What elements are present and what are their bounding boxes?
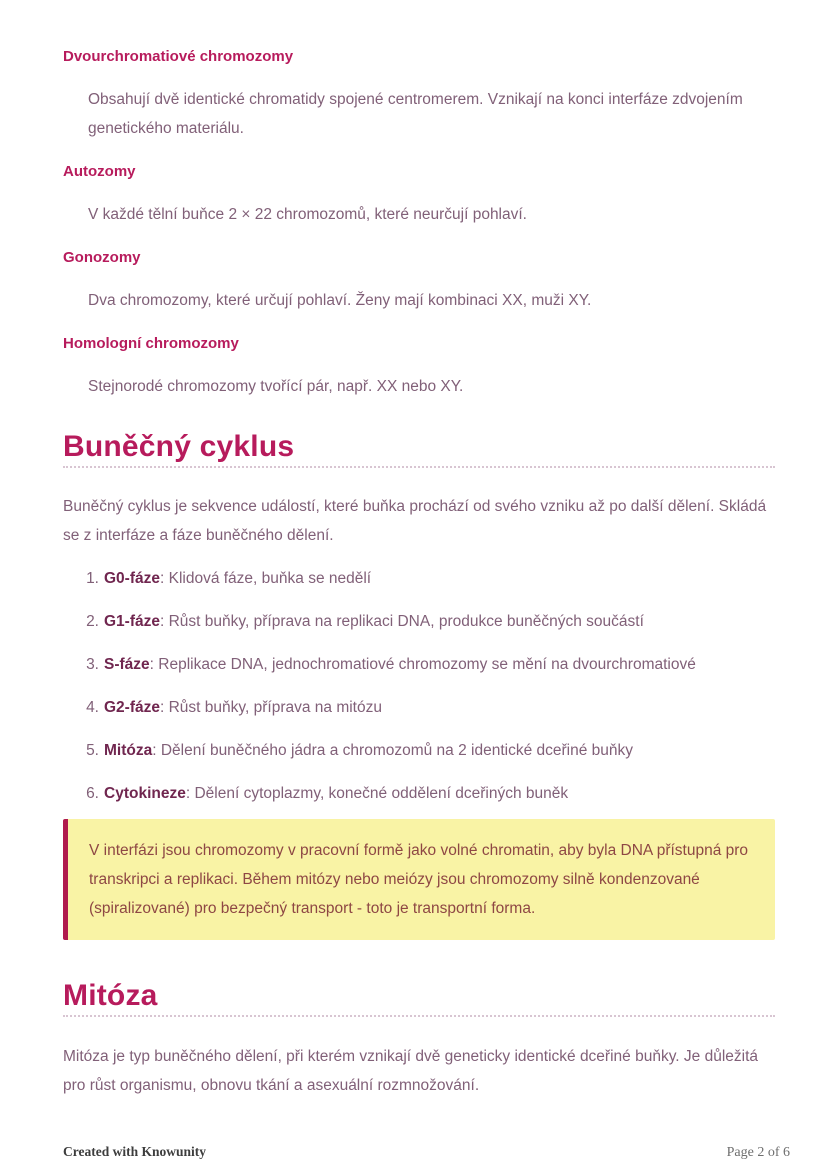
glossary-title-dvourchromatiove: Dvourchromatiové chromozomy — [63, 48, 294, 65]
phase-desc: : Dělení cytoplazmy, konečné oddělení dceřiných buněk — [185, 785, 569, 802]
glossary-text-dvourchromatiove: Obsahují dvě identické chromatidy spojené centromerem. Vznikají na konci interfáze zdvojením genetického materiálu. — [88, 91, 743, 137]
list-item — [85, 650, 775, 679]
phase-desc: : Dělení buněčného jádra a chromozomů na 2 identické dceřiné buňky — [152, 742, 634, 759]
glossary-text-autozomy: V každé tělní buňce 2 × 22 chromozomů, které neurčují pohlaví. — [88, 206, 527, 223]
list-item — [85, 564, 775, 593]
list-item-number: 2. — [86, 613, 99, 630]
list-item — [85, 693, 775, 722]
phase-term: S-fáze — [104, 656, 150, 673]
section-title-mitosis: Mitóza — [63, 977, 775, 1017]
page-footer — [63, 1144, 790, 1161]
list-item — [85, 607, 775, 636]
glossary-title-autozomy: Autozomy — [63, 163, 136, 180]
list-item-number: 6. — [86, 785, 99, 802]
list-item-number: 1. — [86, 570, 99, 587]
list-item-number: 5. — [86, 742, 99, 759]
phase-desc: : Klidová fáze, buňka se nedělí — [160, 570, 372, 587]
list-item — [85, 736, 775, 765]
phase-desc: : Replikace DNA, jednochromatiové chromozomy se mění na dvourchromatiové — [149, 656, 696, 673]
list-item-number: 3. — [86, 656, 99, 673]
glossary-text-gonozomy: Dva chromozomy, které určují pohlaví. Ženy mají kombinaci XX, muži XY. — [88, 292, 592, 309]
list-item-number: 4. — [86, 699, 99, 716]
glossary-text-homologni: Stejnorodé chromozomy tvořící pár, např. XX nebo XY. — [88, 378, 464, 395]
callout-text: V interfázi jsou chromozomy v pracovní formě jako volné chromatin, aby byla DNA přístupná pro transkripci a replikaci. Během mitózy nebo meiózy jsou chromozomy silně kondenzované (spiralizované) pro bezpečný transport - toto je transportní forma. — [89, 842, 749, 917]
phase-term: G2-fáze — [104, 699, 160, 716]
section-title-cell-cycle: Buněčný cyklus — [63, 428, 775, 468]
cell-cycle-intro: Buněčný cyklus je sekvence událostí, které buňka prochází od svého vzniku až po další dělení. Skládá se z interfáze a fáze buněčného dělení. — [63, 498, 767, 544]
list-item-text — [104, 650, 696, 679]
phase-term: Mitóza — [104, 742, 153, 759]
glossary-title-homologni: Homologní chromozomy — [63, 335, 239, 352]
page-number: Page 2 of 6 — [726, 1145, 790, 1160]
footer-branding: Created with Knowunity — [63, 1144, 207, 1159]
list-item-text — [104, 564, 371, 593]
list-item — [85, 779, 775, 808]
mitosis-intro: Mitóza je typ buněčného dělení, při kterém vznikají dvě geneticky identické dceřiné buňky. Je důležitá pro růst organismu, obnovu tkání a asexuální rozmnožování. — [63, 1048, 759, 1094]
highlight-callout — [63, 819, 775, 940]
list-item-text — [104, 607, 644, 636]
phase-term: G1-fáze — [104, 613, 160, 630]
list-item-text — [104, 779, 568, 808]
list-item-text — [104, 736, 633, 765]
phase-desc: : Růst buňky, příprava na mitózu — [160, 699, 382, 716]
glossary-title-gonozomy: Gonozomy — [63, 249, 141, 266]
list-item-text — [104, 693, 382, 722]
phase-desc: : Růst buňky, příprava na replikaci DNA, produkce buněčných součástí — [160, 613, 644, 630]
cell-cycle-phase-list — [63, 564, 775, 808]
phase-term: Cytokineze — [104, 785, 186, 802]
phase-term: G0-fáze — [104, 570, 160, 587]
